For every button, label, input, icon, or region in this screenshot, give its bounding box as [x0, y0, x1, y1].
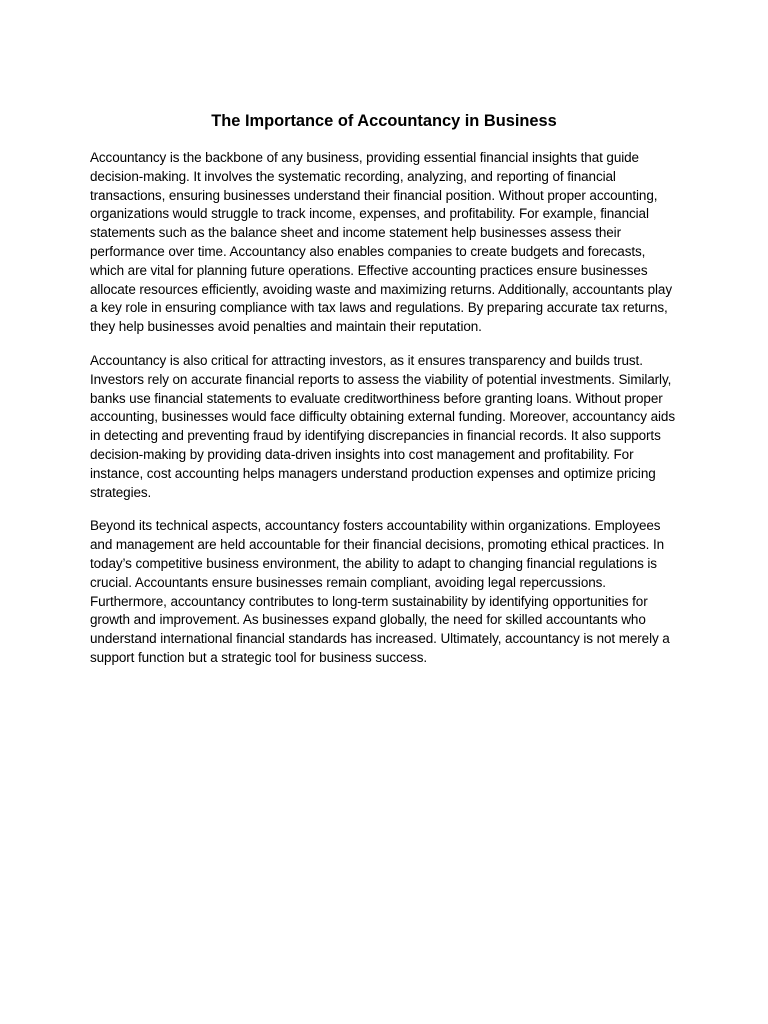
document-body [90, 111, 678, 683]
document-title: The Importance of Accountancy in Business [211, 112, 557, 130]
paragraph-3: Beyond its technical aspects, accountancy fosters accountability within organizations. Employees and management are held accountable for their financial decisions, promoting ethical practices. In today’s competitive business environment, the ability to adapt to changing financial regulations is crucial. Accountants ensure businesses remain compliant, avoiding legal repercussions. Furthermore, accountancy contributes to long-term sustainability by identifying opportunities for growth and improvement. As businesses expand globally, the need for skilled accountants who understand international financial standards has increased. Ultimately, accountancy is not merely a support function but a strategic tool for business success. [90, 518, 670, 665]
paragraph-1: Accountancy is the backbone of any business, providing essential financial insights that guide decision-making. It involves the systematic recording, analyzing, and reporting of financial transactions, ensuring businesses understand their financial position. Without proper accounting, organizations would struggle to track income, expenses, and profitability. For example, financial statements such as the balance sheet and income statement help businesses assess their performance over time. Accountancy also enables companies to create budgets and forecasts, which are vital for planning future operations. Effective accounting practices ensure businesses allocate resources efficiently, avoiding waste and maximizing returns. Additionally, accountants play a key role in ensuring compliance with tax laws and regulations. By preparing accurate tax returns, they help businesses avoid penalties and maintain their reputation. [90, 150, 672, 335]
paragraph-2: Accountancy is also critical for attracting investors, as it ensures transparency and builds trust. Investors rely on accurate financial reports to assess the viability of potential investments. Similarly, banks use financial statements to evaluate creditworthiness before granting loans. Without proper accounting, businesses would face difficulty obtaining external funding. Moreover, accountancy aids in detecting and preventing fraud by identifying discrepancies in financial records. It also supports decision-making by providing data-driven insights into cost management and profitability. For instance, cost accounting helps managers understand production expenses and optimize pricing strategies. [90, 352, 675, 500]
